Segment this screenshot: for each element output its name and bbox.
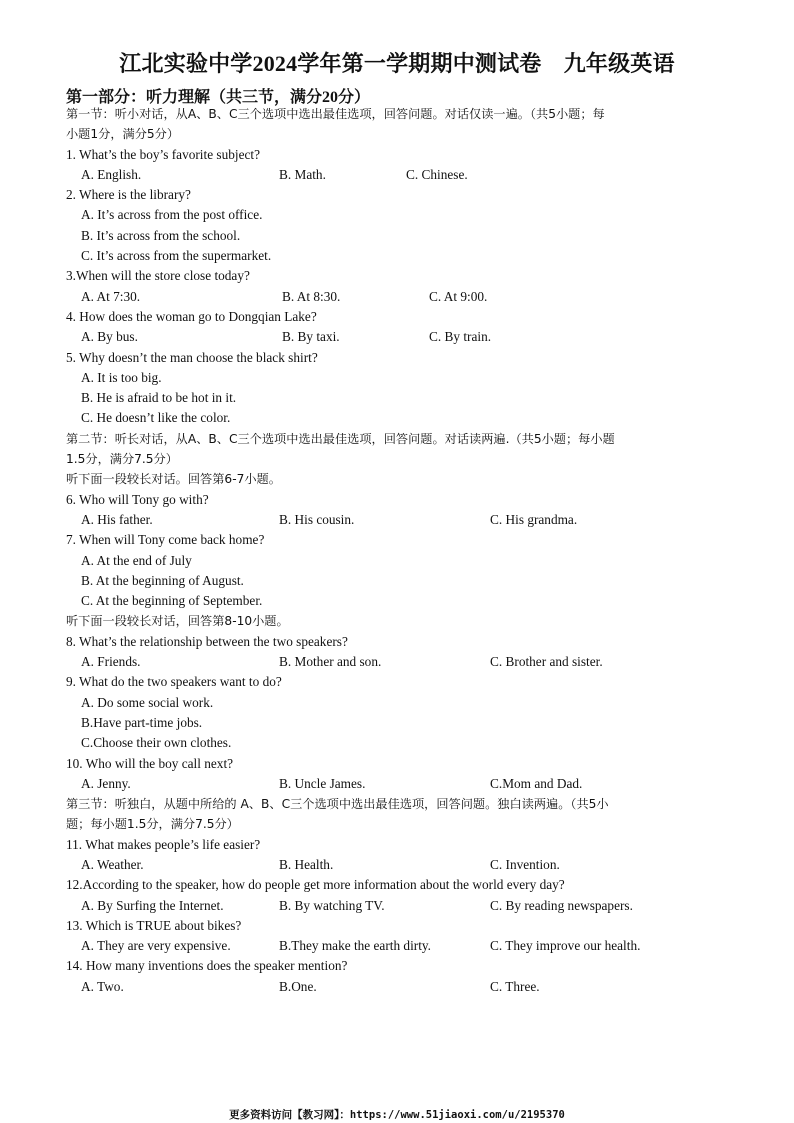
q7-option-a: A. At the end of July xyxy=(81,552,192,568)
q8-option-a: A. Friends. xyxy=(81,654,141,670)
q13-option-c: C. They improve our health. xyxy=(490,938,641,954)
section1-instruction-line2: 小题1分，满分5分） xyxy=(66,127,180,142)
section2-note-q6-7: 听下面一段较长对话。回答第6-7小题。 xyxy=(66,472,281,487)
question-13-options xyxy=(66,936,746,956)
q7-option-c: C. At the beginning of September. xyxy=(81,593,263,609)
question-11-options xyxy=(66,855,746,875)
question-2-stem: 2. Where is the library? xyxy=(66,187,191,203)
q10-option-c: C.Mom and Dad. xyxy=(490,775,583,791)
q2-option-a: A. It’s across from the post office. xyxy=(81,207,263,223)
question-8-stem: 8. What’s the relationship between the two speakers? xyxy=(66,633,348,649)
question-4-options xyxy=(66,327,746,347)
q5-option-b: B. He is afraid to be hot in it. xyxy=(81,390,237,406)
section3-instruction-line1: 第三节：听独白，从题中所给的 A、B、C三个选项中选出最佳选项，回答问题。独白读两遍。（共5小 xyxy=(66,797,609,812)
question-6-options xyxy=(66,510,746,530)
question-11-stem: 11. What makes people’s life easier? xyxy=(66,836,261,852)
question-14-stem: 14. How many inventions does the speaker mention? xyxy=(66,958,348,974)
q5-option-c: C. He doesn’t like the color. xyxy=(81,410,231,426)
question-1-options xyxy=(66,165,746,185)
exam-title: 江北实验中学2024学年第一学期期中测试卷 九年级英语 xyxy=(119,51,675,76)
question-5-stem: 5. Why doesn’t the man choose the black shirt? xyxy=(66,349,318,365)
q9-option-b: B.Have part-time jobs. xyxy=(81,714,203,730)
q6-option-a: A. His father. xyxy=(81,511,153,527)
q7-option-b: B. At the beginning of August. xyxy=(81,572,244,588)
question-7-stem: 7. When will Tony come back home? xyxy=(66,532,265,548)
question-1-stem: 1. What’s the boy’s favorite subject? xyxy=(66,146,260,162)
question-9-stem: 9. What do the two speakers want to do? xyxy=(66,674,282,690)
question-3-options xyxy=(66,287,746,307)
question-12-stem: 12.According to the speaker, how do people get more information about the world every day? xyxy=(66,877,565,893)
section2-note-q8-10: 听下面一段较长对话，回答第8-10小题。 xyxy=(66,614,289,629)
question-3-stem: 3.When will the store close today? xyxy=(66,268,250,284)
question-13-stem: 13. Which is TRUE about bikes? xyxy=(66,917,242,933)
q13-option-a: A. They are very expensive. xyxy=(81,938,231,954)
q8-option-c: C. Brother and sister. xyxy=(490,654,603,670)
question-8-options xyxy=(66,652,746,672)
q8-option-b: B. Mother and son. xyxy=(279,654,382,670)
q3-option-b: B. At 8:30. xyxy=(282,288,341,304)
q3-option-c: C. At 9:00. xyxy=(429,288,488,304)
q13-option-b: B.They make the earth dirty. xyxy=(279,938,431,954)
q9-option-c: C.Choose their own clothes. xyxy=(81,735,232,751)
q14-option-c: C. Three. xyxy=(490,978,540,994)
section3-instruction-line2: 题；每小题1.5分，满分7.5分） xyxy=(66,817,239,832)
q9-option-a: A. Do some social work. xyxy=(81,694,214,710)
q11-option-b: B. Health. xyxy=(279,856,334,872)
q11-option-c: C. Invention. xyxy=(490,856,560,872)
q12-option-c: C. By reading newspapers. xyxy=(490,897,633,913)
question-6-stem: 6. Who will Tony go with? xyxy=(66,491,209,507)
question-12-options xyxy=(66,896,746,916)
listening-section xyxy=(66,104,746,997)
section1-instruction-line1: 第一节：听小对话，从A、B、C三个选项中选出最佳选项，回答问题。对话仅读一遍。（共5小题；每 xyxy=(66,107,605,121)
part-one-heading: 第一部分：听力理解（共三节，满分20分） xyxy=(66,89,371,106)
section2-instruction-line2: 1.5分，满分7.5分） xyxy=(66,452,178,467)
q6-option-b: B. His cousin. xyxy=(279,511,355,527)
q2-option-b: B. It’s across from the school. xyxy=(81,227,241,243)
q10-option-a: A. Jenny. xyxy=(81,775,131,791)
q1-option-a: A. English. xyxy=(81,166,142,182)
question-4-stem: 4. How does the woman go to Dongqian Lake? xyxy=(66,308,317,324)
q11-option-a: A. Weather. xyxy=(81,856,144,872)
q14-option-a: A. Two. xyxy=(81,978,124,994)
q14-option-b: B.One. xyxy=(279,978,317,994)
section2-instruction-line1: 第二节：听长对话，从A、B、C三个选项中选出最佳选项，回答问题。对话读两遍.（共5小题；每小题 xyxy=(66,431,615,446)
q1-option-b: B. Math. xyxy=(279,166,326,182)
q4-option-b: B. By taxi. xyxy=(282,329,340,345)
q4-option-c: C. By train. xyxy=(429,329,492,345)
q2-option-c: C. It’s across from the supermarket. xyxy=(81,248,272,264)
q10-option-b: B. Uncle James. xyxy=(279,775,366,791)
question-10-options xyxy=(66,774,746,794)
question-14-options xyxy=(66,977,746,997)
q12-option-a: A. By Surfing the Internet. xyxy=(81,897,224,913)
q5-option-a: A. It is too big. xyxy=(81,369,162,385)
q12-option-b: B. By watching TV. xyxy=(279,897,385,913)
q4-option-a: A. By bus. xyxy=(81,329,138,345)
footer-link[interactable]: 更多资料访问【教习网】：https://www.51jiaoxi.com/u/2195370 xyxy=(229,1109,565,1121)
q1-option-c: C. Chinese. xyxy=(406,166,468,182)
q6-option-c: C. His grandma. xyxy=(490,511,578,527)
question-10-stem: 10. Who will the boy call next? xyxy=(66,755,234,771)
q3-option-a: A. At 7:30. xyxy=(81,288,141,304)
